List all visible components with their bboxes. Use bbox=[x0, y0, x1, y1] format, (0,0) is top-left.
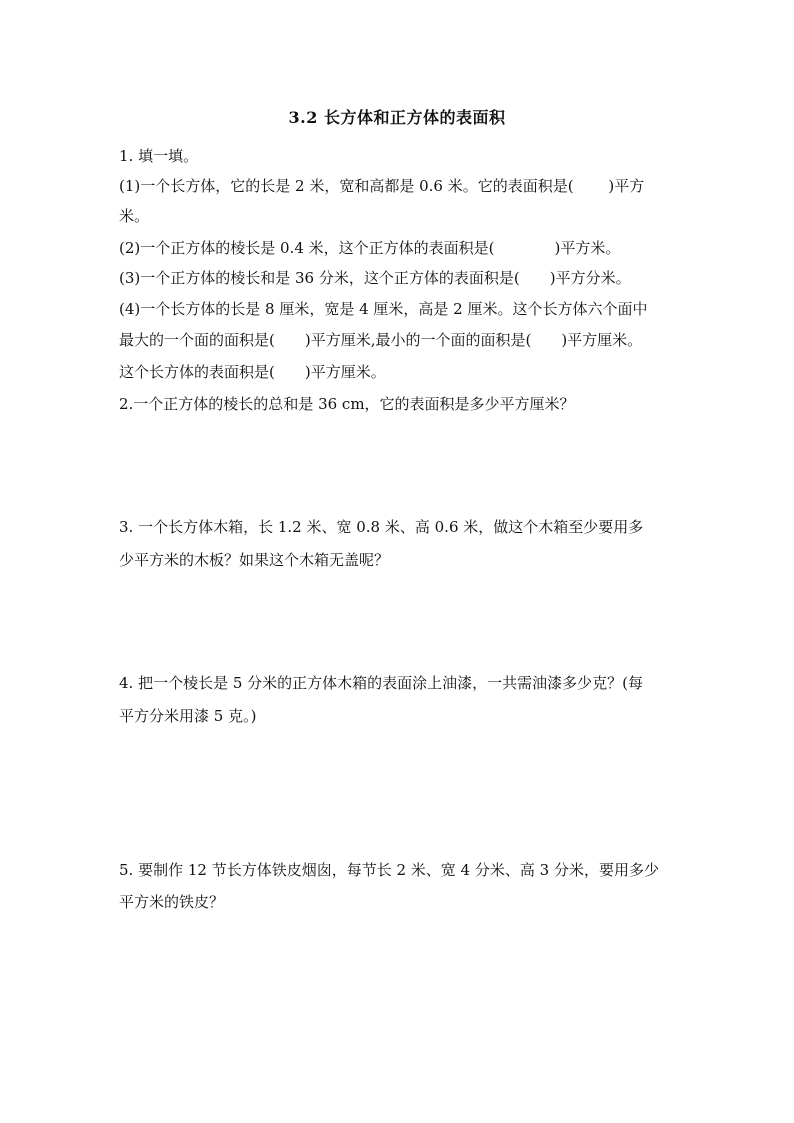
q1-item4-line2: 最大的一个面的面积是( )平方厘米,最小的一个面的面积是( )平方厘米。 bbox=[119, 331, 643, 349]
worksheet-title: 3.2 长方体和正方体的表面积 bbox=[288, 108, 506, 127]
question-4-line1: 4. 把一个棱长是 5 分米的正方体木箱的表面涂上油漆，一共需油漆多少克？(每 bbox=[119, 674, 644, 692]
question-3-line1: 3. 一个长方体木箱，长 1.2 米、宽 0.8 米、高 0.6 米，做这个木箱至少要用多 bbox=[119, 518, 644, 536]
question-2: 2.一个正方体的棱长的总和是 36 cm，它的表面积是多少平方厘米？ bbox=[119, 395, 575, 413]
question-4-line2: 平方分米用漆 5 克。) bbox=[119, 707, 257, 725]
q1-item4-line1: (4)一个长方体的长是 8 厘米，宽是 4 厘米，高是 2 厘米。这个长方体六个面中 bbox=[119, 300, 648, 318]
q1-item4-line3: 这个长方体的表面积是( )平方厘米。 bbox=[119, 363, 386, 381]
q1-heading: 1. 填一填。 bbox=[119, 147, 199, 165]
question-3-line2: 少平方米的木板？如果这个木箱无盖呢？ bbox=[119, 551, 390, 569]
q1-item1-line2: 米。 bbox=[119, 207, 150, 225]
question-5-line1: 5. 要制作 12 节长方体铁皮烟囱，每节长 2 米、宽 4 分米、高 3 分米，要用多少 bbox=[119, 861, 659, 879]
q1-item3: (3)一个正方体的棱长和是 36 分米，这个正方体的表面积是( )平方分米。 bbox=[119, 269, 631, 287]
question-5-line2: 平方米的铁皮？ bbox=[119, 893, 225, 911]
q1-item2: (2)一个正方体的棱长是 0.4 米，这个正方体的表面积是( )平方米。 bbox=[119, 239, 621, 257]
q1-item1-line1: (1)一个长方体，它的长是 2 米，宽和高都是 0.6 米。它的表面积是( )平方 bbox=[119, 177, 645, 195]
